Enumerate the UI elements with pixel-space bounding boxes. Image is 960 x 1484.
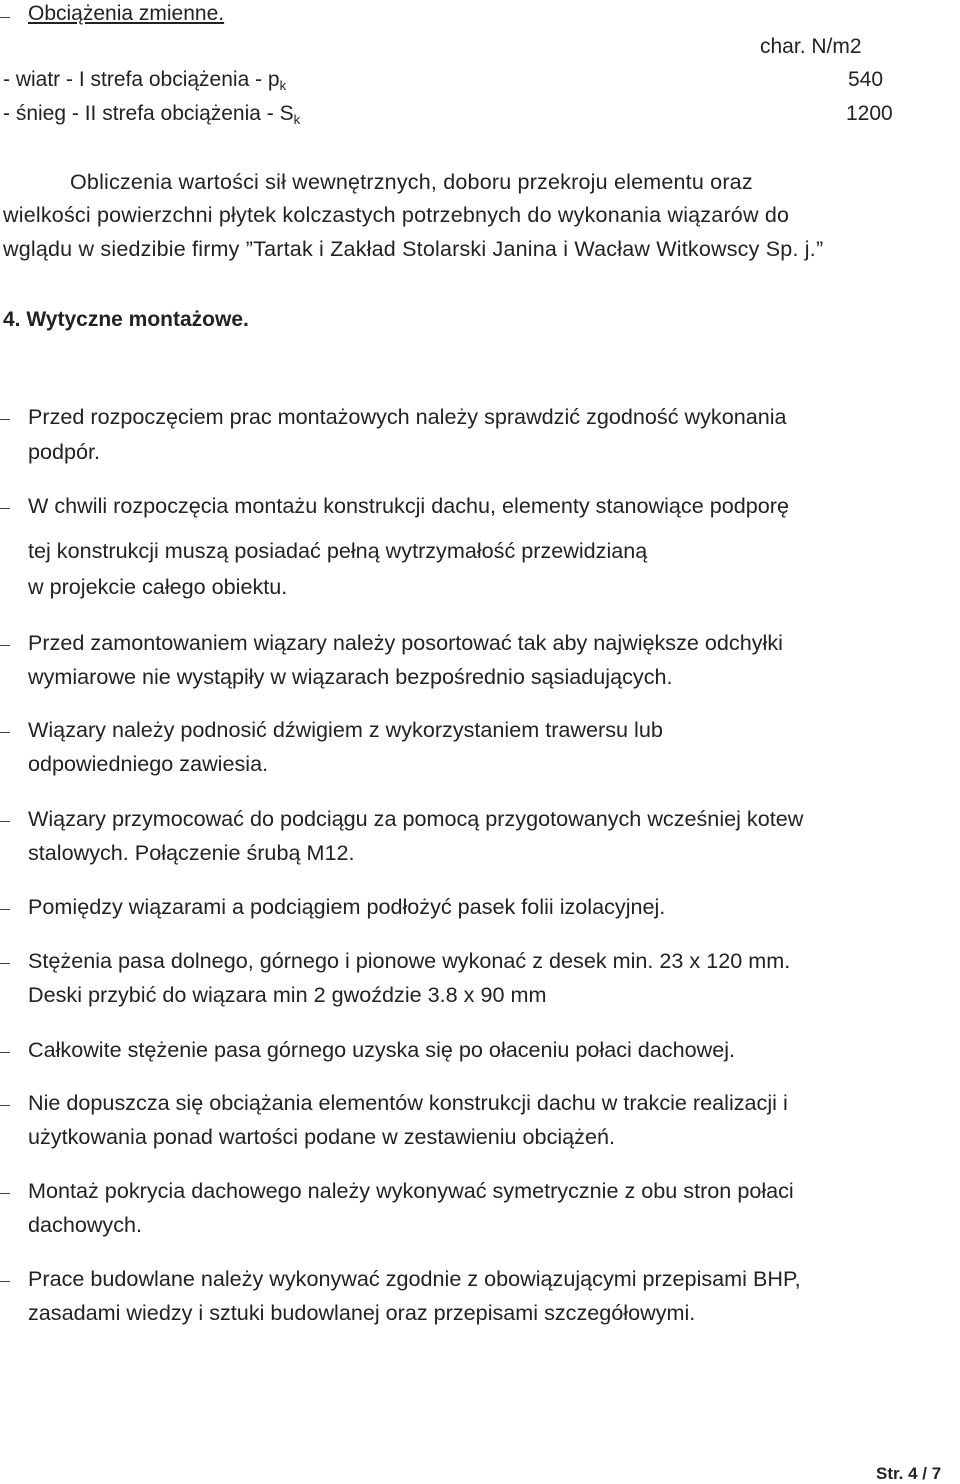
guideline-line: Prace budowlane należy wykonywać zgodnie z obowiązującymi przepisami BHP, <box>28 1266 801 1291</box>
bullet-dash <box>0 17 10 18</box>
unit-header: char. N/m2 <box>760 35 862 58</box>
load-row-snow-sub: k <box>293 112 301 127</box>
guideline-line: Stężenia pasa dolnego, górnego i pionowe wykonać z desek min. 23 x 120 mm. <box>28 948 791 973</box>
guideline-line: użytkowania ponad wartości podane w zestawieniu obciążeń. <box>28 1124 615 1149</box>
guideline-line: W chwili rozpoczęcia montażu konstrukcji dachu, elementy stanowiące podporę <box>28 493 789 518</box>
bullet-dash <box>0 1281 10 1282</box>
guideline-line: zasadami wiedzy i sztuki budowlanej oraz przepisami szczegółowymi. <box>28 1300 696 1325</box>
guideline-line: Całkowite stężenie pasa górnego uzyska się po ołaceniu połaci dachowej. <box>28 1037 736 1062</box>
guideline-line: odpowiedniego zawiesia. <box>28 751 269 776</box>
bullet-dash <box>0 1052 10 1053</box>
guideline-line: wymiarowe nie wystąpiły w wiązarach bezpośrednio sąsiadujących. <box>28 664 673 689</box>
guideline-line: Wiązary należy podnosić dźwigiem z wykorzystaniem trawersu lub <box>28 717 663 742</box>
guideline-line: Wiązary przymocować do podciągu za pomocą przygotowanych wcześniej kotew <box>28 806 804 831</box>
bullet-dash <box>0 419 10 420</box>
guideline-line: stalowych. Połączenie śrubą M12. <box>28 840 355 865</box>
guideline-line: dachowych. <box>28 1212 143 1237</box>
load-row-wind-label: - wiatr - I strefa obciążenia - $p_k$ <box>3 68 287 93</box>
variable-loads-heading: Obciążenia zmienne. <box>28 2 225 25</box>
bullet-dash <box>0 508 10 509</box>
page-number: Str. 4 / 7 <box>876 1464 942 1483</box>
guideline-line: Montaż pokrycia dachowego należy wykonywać symetrycznie z obu stron połaci <box>28 1178 794 1203</box>
load-row-wind-value: 540 <box>848 68 884 91</box>
bullet-dash <box>0 732 10 733</box>
bullet-dash <box>0 909 10 910</box>
guideline-line: Pomiędzy wiązarami a podciągiem podłożyć pasek folii izolacyjnej. <box>28 894 666 919</box>
guideline-line: Deski przybić do wiązara min 2 gwoździe 3.8 x 90 mm <box>28 982 547 1007</box>
load-row-snow-value: 1200 <box>846 102 893 125</box>
bullet-dash <box>0 963 10 964</box>
load-row-wind-sub: k <box>279 78 287 93</box>
guideline-line: Przed zamontowaniem wiązary należy posortować tak aby największe odchyłki <box>28 630 783 655</box>
bullet-dash <box>0 1193 10 1194</box>
bullet-dash <box>0 821 10 822</box>
guideline-line: w projekcie całego obiektu. <box>28 574 288 599</box>
guideline-line: Nie dopuszcza się obciążania elementów konstrukcji dachu w trakcie realizacji i <box>28 1090 788 1115</box>
calc-note-line: wielkości powierzchni płytek kolczastych potrzebnych do wykonania wiązarów do <box>3 203 790 227</box>
section-title: 4. Wytyczne montażowe. <box>3 308 249 331</box>
load-row-snow-label: - śnieg - II strefa obciążenia - $S_k$ <box>3 102 301 127</box>
calc-note-line: wglądu w siedzibie firmy ”Tartak i Zakład Stolarski Janina i Wacław Witkowscy Sp. j.” <box>3 237 824 261</box>
guideline-line: Przed rozpoczęciem prac montażowych należy sprawdzić zgodność wykonania <box>28 404 787 429</box>
guideline-line: podpór. <box>28 439 101 464</box>
bullet-dash <box>0 1105 10 1106</box>
calc-note-line: Obliczenia wartości sił wewnętrznych, doboru przekroju elementu oraz <box>70 170 753 194</box>
guideline-line: tej konstrukcji muszą posiadać pełną wytrzymałość przewidzianą <box>28 538 648 563</box>
bullet-dash <box>0 645 10 646</box>
